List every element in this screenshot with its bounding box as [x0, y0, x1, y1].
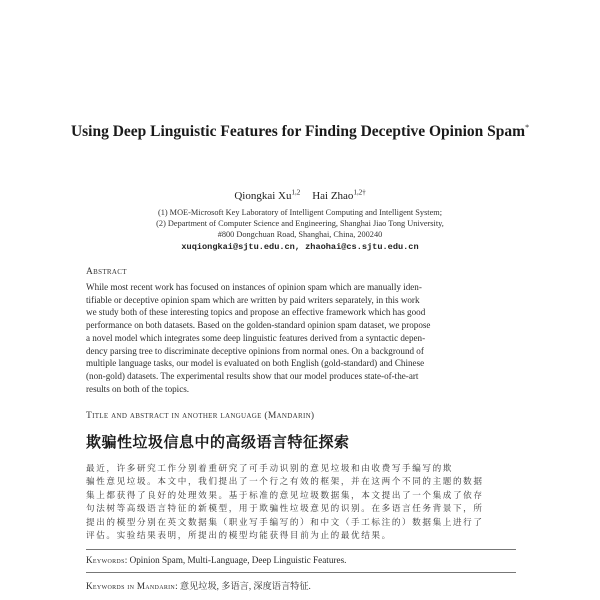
abstract-line: multiple language tasks, our model is evaluated on both English (gold-standard) and Chinese [86, 358, 425, 369]
keywords-cn-divider [86, 572, 516, 573]
keywords-value: Opinion Spam, Multi-Language, Deep Linguistic Features. [129, 555, 347, 565]
abstract-line: performance on both datasets. Based on the golden-standard opinion spam dataset, we propose [86, 320, 431, 331]
abstract-line: results on both of the topics. [86, 383, 190, 394]
chinese-abstract-line: 集上都获得了良好的处理效果。基于标准的意见垃圾数据集，本文提出了一个集成了依存 [86, 490, 484, 501]
affiliation-line: (1) MOE-Microsoft Key Laboratory of Intelligent Computing and Intelligent System; [157, 208, 443, 217]
abstract-text [86, 281, 516, 395]
affiliation-line: (2) Department of Computer Science and Engineering, Shanghai Jiao Tong University, [156, 219, 444, 228]
alt-language-heading: Title and abstract in another language (Mandarin) [86, 411, 315, 421]
title-footnote-mark: * [525, 122, 530, 132]
chinese-abstract [86, 463, 516, 543]
keywords-cn-value: 意见垃圾, 多语言, 深度语言特征. [179, 581, 311, 591]
author-name: Qiongkai Xu [234, 190, 292, 202]
chinese-abstract-line: 评估。实验结果表明，所提出的模型均能获得目前为止的最优结果。 [86, 531, 392, 542]
abstract-line: tifiable or deceptive opinion spam which are written by paid writers separately, in this work [86, 294, 420, 305]
keywords-line: Keywords: Opinion Spam, Multi-Language, Deep Linguistic Features. [86, 555, 347, 565]
abstract-line: dency parsing tree to discriminate deceptive opinions from normal ones. On a background of [86, 345, 424, 356]
abstract-line: While most recent work has focused on instances of opinion spam which are manually iden- [86, 282, 422, 292]
affiliation-line: #800 Dongchuan Road, Shanghai, China, 200240 [217, 230, 383, 239]
author-list [40, 190, 560, 202]
author-affiliation-mark: 1,2 [291, 188, 301, 197]
abstract-line: (non-gold) datasets. The experimental results show that our model produces state-of-the-art [86, 370, 419, 381]
chinese-abstract-line: 提出的模型分别在英文数据集（职业写手编写的）和中文（手工标注的）数据集上进行了 [86, 517, 484, 528]
chinese-abstract-line: 句法树等高级语言特征的新模型，用于欺骗性垃圾意见的识别。在多语言任务背景下，所 [86, 504, 484, 515]
chinese-abstract-line: 最近，许多研究工作分别着重研究了可手动识别的意见垃圾和由收费写手编写的欺 [86, 464, 453, 474]
author-affiliation-mark: 1,2† [353, 188, 366, 197]
abstract-heading: Abstract [86, 267, 127, 277]
paper-title-text: Using Deep Linguistic Features for Finding Deceptive Opinion Spam [70, 123, 526, 140]
chinese-abstract-line: 骗性意见垃圾。本文中，我们提出了一个行之有效的框架，并在这两个不同的主题的数据 [86, 477, 484, 488]
author-name: Hai Zhao [312, 190, 354, 202]
keywords-label: Keywords [86, 555, 125, 565]
paper-title [40, 121, 560, 143]
chinese-title: 欺骗性垃圾信息中的高级语言特征探索 [86, 433, 350, 451]
abstract-line: we study both of these interesting topics and propose an effective framework which has good [86, 307, 426, 318]
keywords-cn-label: Keywords in Mandarin [86, 581, 176, 591]
author-emails: xuqiongkai@sjtu.edu.cn, zhaohai@cs.sjtu.edu.cn [181, 242, 419, 252]
abstract-line: a novel model which integrates some deep linguistic features derived from a syntactic depen- [86, 332, 426, 343]
keywords-cn-line: Keywords in Mandarin: 意见垃圾, 多语言, 深度语言特征. [86, 581, 311, 591]
keywords-divider [86, 549, 516, 550]
